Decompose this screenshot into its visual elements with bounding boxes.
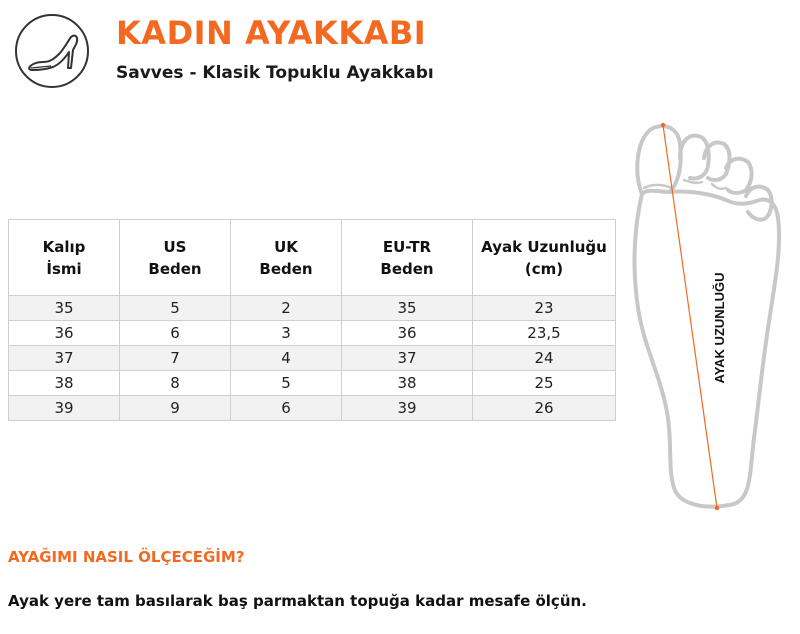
column-header-eu-tr	[342, 220, 473, 296]
table-cell: 39	[9, 396, 120, 421]
table-cell: 35	[342, 296, 473, 321]
column-header-line: Kalıp	[42, 237, 86, 256]
column-header-line: İsmi	[46, 259, 82, 278]
column-header-uk	[231, 220, 342, 296]
table-cell: 38	[342, 371, 473, 396]
table-cell: 37	[9, 346, 120, 371]
table-cell: 5	[120, 296, 231, 321]
table-cell: 8	[120, 371, 231, 396]
table-row	[9, 371, 616, 396]
size-chart-table	[8, 219, 616, 421]
column-header-line: (cm)	[524, 259, 564, 278]
column-header-line: Ayak Uzunluğu	[481, 237, 607, 256]
table-cell: 23,5	[473, 321, 616, 346]
howto-instructions: Ayak yere tam basılarak baş parmaktan topuğa kadar mesafe ölçün.	[8, 592, 587, 610]
table-cell: 6	[231, 396, 342, 421]
table-header-row	[9, 220, 616, 296]
table-cell: 23	[473, 296, 616, 321]
table-cell: 2	[231, 296, 342, 321]
foot-measurement-diagram	[628, 118, 788, 518]
column-header-line: EU-TR	[382, 237, 432, 256]
table-cell: 5	[231, 371, 342, 396]
column-header-line: Beden	[148, 259, 202, 278]
table-cell: 37	[342, 346, 473, 371]
table-row	[9, 321, 616, 346]
table-cell: 9	[120, 396, 231, 421]
table-cell: 3	[231, 321, 342, 346]
table-cell: 6	[120, 321, 231, 346]
table-cell: 24	[473, 346, 616, 371]
foot-length-label: AYAK UZUNLUĞU	[712, 272, 727, 384]
high-heel-shoe-icon	[17, 16, 91, 90]
column-header-line: US	[163, 237, 187, 256]
product-subtitle: Savves - Klasik Topuklu Ayakkabı	[116, 63, 434, 83]
column-header-line: UK	[274, 237, 298, 256]
table-row	[9, 346, 616, 371]
table-cell: 7	[120, 346, 231, 371]
column-header-line: Beden	[259, 259, 313, 278]
table-cell: 39	[342, 396, 473, 421]
column-header-us	[120, 220, 231, 296]
footprint-icon	[628, 118, 788, 518]
table-cell: 4	[231, 346, 342, 371]
table-cell: 35	[9, 296, 120, 321]
table-row	[9, 396, 616, 421]
table-row	[9, 296, 616, 321]
column-header-line: Beden	[380, 259, 434, 278]
table-cell: 26	[473, 396, 616, 421]
column-header-foot-length	[473, 220, 616, 296]
table-cell: 38	[9, 371, 120, 396]
column-header-kalip	[9, 220, 120, 296]
howto-title: AYAĞIMI NASIL ÖLÇECEĞİM?	[8, 548, 245, 566]
page-title: KADIN AYAKKABI	[116, 14, 427, 52]
logo	[15, 14, 89, 88]
table-cell: 36	[342, 321, 473, 346]
table-cell: 36	[9, 321, 120, 346]
table-cell: 25	[473, 371, 616, 396]
